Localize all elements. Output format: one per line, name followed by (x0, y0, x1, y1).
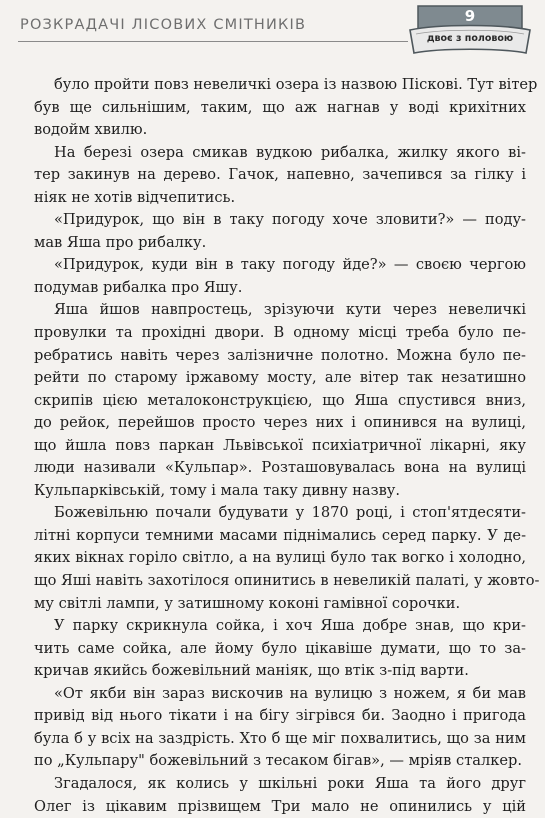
running-head (0, 0, 545, 62)
text-line: ніяк не хотів відчепитись. (34, 187, 526, 210)
paragraph (34, 615, 526, 683)
page-number-badge (408, 4, 532, 60)
text-line: Кульпарківській, тому і мала таку дивну назву. (34, 480, 526, 503)
text-line: тер закинув на дерево. Гачок, напевно, зачепився за гілку і (34, 164, 526, 187)
text-line: що йшла повз паркан Львівської психіатричної лікарні, яку (34, 435, 526, 458)
paragraph (34, 502, 526, 615)
text-line: У парку скрикнула сойка, і хоч Яша добре знав, що кри- (34, 615, 526, 638)
text-line: мав Яша про рибалку. (34, 232, 526, 255)
text-line: «От якби він зараз вискочив на вулицю з ножем, я би мав (34, 683, 526, 706)
header-rule (18, 41, 408, 42)
text-line: літні корпуси темними масами піднімались серед парку. У де- (34, 525, 526, 548)
text-line: Згадалося, як колись у шкільні роки Яша та його друг (34, 773, 526, 796)
text-line: кричав якийсь божевільний маніяк, що втік з-під варти. (34, 660, 526, 683)
text-line: привід від нього тікати і на бігу зігрівся би. Заодно і пригода (34, 705, 526, 728)
text-line: до рейок, перейшов просто через них і опинився на вулиці, (34, 412, 526, 435)
body-text (34, 74, 526, 818)
text-line: На березі озера смикав вудкою рибалка, жилку якого ві- (34, 142, 526, 165)
text-line: скрипів цією металоконструкцією, що Яша спустився вниз, (34, 390, 526, 413)
text-line: чить саме сойка, але йому було цікавіше думати, що то за- (34, 638, 526, 661)
text-line: рейти по старому іржавому мосту, але вітер так незатишно (34, 367, 526, 390)
text-line: Яша йшов навпростець, зрізуючи кути через невеличкі (34, 299, 526, 322)
text-line: водойм хвилю. (34, 119, 526, 142)
text-line: була б у всіх на заздрість. Хто б ще міг похвалитись, що за ним (34, 728, 526, 751)
paragraph (34, 254, 526, 299)
text-line: «Придурок, куди він в таку погоду йде?» — своєю чергою (34, 254, 526, 277)
text-line: му світлі лампи, у затишному коконі гамівної сорочки. (34, 593, 526, 616)
text-line: що Яші навіть захотілося опинитись в невеликій палаті, у жовто- (34, 570, 526, 593)
paragraph (34, 142, 526, 210)
text-line: по „Кульпару" божевільний з тесаком бігав», — мріяв сталкер. (34, 750, 526, 773)
badge-label: двоє з половою (422, 33, 518, 44)
text-line: провулки та прохідні двори. В одному місці треба було пе- (34, 322, 526, 345)
text-line: був ще сильнішим, таким, що аж нагнав у воді крихітних (34, 97, 526, 120)
paragraph (34, 773, 526, 818)
text-line: подумав рибалка про Яшу. (34, 277, 526, 300)
text-line: ребратись навіть через залізничне полотно. Можна було пе- (34, 345, 526, 368)
paragraph (34, 209, 526, 254)
paragraph (34, 683, 526, 773)
chapter-title: РОЗКРАДАЧІ ЛІСОВИХ СМІТНИКІВ (20, 17, 306, 33)
text-line: Олег із цікавим прізвищем Три мало не опинились у цій (34, 796, 526, 818)
text-line: «Придурок, що він в таку погоду хоче зловити?» — поду- (34, 209, 526, 232)
paragraph (34, 74, 526, 142)
text-line: було пройти повз невеличкі озера із назвою Піскові. Тут вітер (34, 74, 526, 97)
text-line: люди називали «Кульпар». Розташовувалась вона на вулиці (34, 457, 526, 480)
paragraph (34, 299, 526, 502)
text-line: яких вікнах горіло світло, а на вулиці було так вогко і холодно, (34, 547, 526, 570)
text-line: Божевільню почали будувати у 1870 році, і стоп'ятдесяти- (34, 502, 526, 525)
page-number: 9 (408, 7, 532, 25)
